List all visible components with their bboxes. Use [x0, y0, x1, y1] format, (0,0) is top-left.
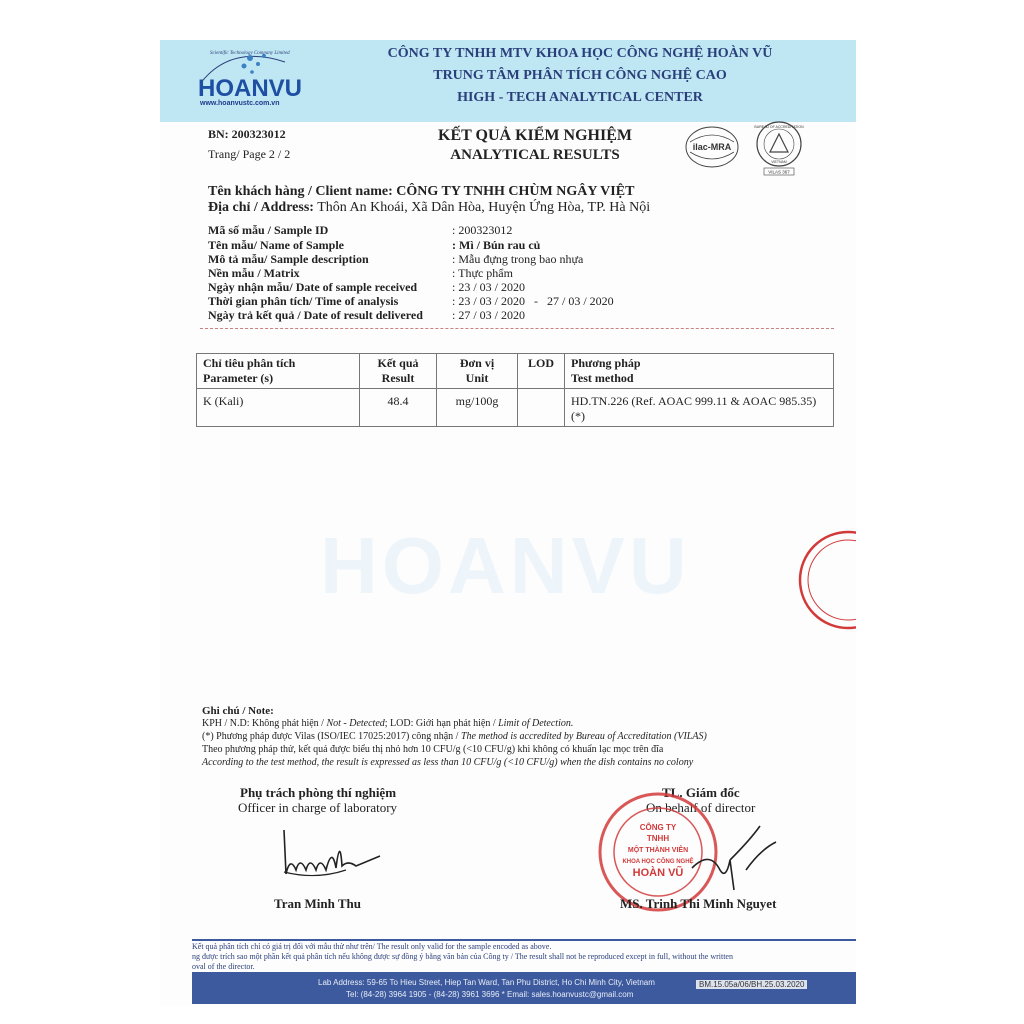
header-text-en: Test method	[571, 371, 634, 385]
note-text: ; LOD: Giới hạn phát hiện /	[384, 718, 499, 729]
left-signature	[276, 826, 386, 886]
results-table	[196, 353, 834, 427]
note-line: Theo phương pháp thử, kết quả được biểu thị nhỏ hơn 10 CFU/g (<10 CFU/g) khi không có khuẩn lạc mọc trên đĩa	[202, 744, 664, 755]
center-name-vi: TRUNG TÂM PHÂN TÍCH CÔNG NGHỆ CAO	[433, 68, 727, 83]
header-unit	[437, 354, 518, 389]
header-text-vi: LOD	[527, 356, 554, 370]
cell-unit: mg/100g	[437, 389, 518, 427]
lab-contact: Tel: (84-28) 3964 1905 - (84-28) 3961 3696 * Email: sales.hoanvustc@gmail.com	[346, 990, 634, 999]
note-text-en: Not - Detected	[326, 718, 385, 729]
seal-line: MỘT THÀNH VIÊN	[627, 847, 689, 854]
header-result	[360, 354, 437, 389]
header-text-vi: Kết quả	[377, 356, 419, 370]
header-text-vi: Chỉ tiêu phân tích	[203, 356, 296, 370]
sample-value: : 23 / 03 / 2020	[452, 280, 526, 294]
client-address-value: Thôn An Khoái, Xã Dân Hòa, Huyện Ứng Hòa, TP. Hà Nội	[317, 200, 651, 215]
right-signer-title-vi: TL. Giám đốc	[662, 785, 740, 800]
right-signature	[690, 820, 780, 900]
header-text-vi: Đơn vị	[459, 356, 495, 370]
sample-label: Ngày trả kết quả / Date of result delivered	[208, 308, 423, 322]
sample-value: : Mẫu đựng trong bao nhựa	[452, 252, 584, 266]
header-text-en: Parameter (s)	[203, 371, 274, 385]
edge-stamp-partial	[786, 528, 856, 632]
right-signer-name: MS. Trinh Thi Minh Nguyet	[620, 896, 777, 911]
batch-number: BN: 200323012	[208, 127, 286, 141]
method-note: (*)	[571, 409, 585, 423]
note-line: According to the test method, the result is expressed as less than 10 CFU/g (<10 CFU/g) when the dish contains no colony	[202, 757, 694, 768]
left-signer-name: Tran Minh Thu	[274, 896, 361, 911]
vilas-number: VILAS 367	[768, 169, 790, 175]
form-code: BM.15.05a/06/BH.25.03.2020	[696, 980, 807, 989]
sample-value: : 200323012	[452, 223, 513, 237]
sample-label: Nền mẫu / Matrix	[208, 266, 300, 280]
note-line	[202, 718, 573, 729]
note-text-en: Limit of Detection.	[498, 718, 574, 729]
sample-label: Thời gian phân tích/ Time of analysis	[208, 294, 399, 308]
lab-address: Lab Address: 59-65 To Hieu Street, Hiep Tan Ward, Tan Phu District, Ho Chi Minh City, Vietnam	[318, 978, 655, 987]
header-method	[565, 354, 834, 389]
note-text: (*) Phương pháp được Vilas (ISO/IEC 17025:2017) công nhận /	[202, 731, 461, 742]
client-name-value: CÔNG TY TNHH CHÙM NGÂY VIỆT	[396, 184, 635, 199]
left-signer-title-vi: Phụ trách phòng thí nghiệm	[240, 785, 397, 800]
cell-method	[565, 389, 834, 427]
sample-value: : 23 / 03 / 2020 - 27 / 03 / 2020	[452, 294, 614, 308]
note-title: Ghi chú / Note:	[202, 705, 274, 717]
footer-disclaimer: Kết quả phân tích chỉ có giá trị đối với mẫu thử như trên/ The result only valid for the sample encoded as above.	[192, 942, 552, 951]
header-text-en: Unit	[465, 371, 489, 385]
client-name-label: Tên khách hàng / Client name:	[208, 184, 393, 199]
seal-line: CÔNG TY	[639, 823, 677, 832]
title-en: ANALYTICAL RESULTS	[450, 147, 620, 163]
footer-disclaimer: ng được trích sao một phần kết quả phân tích nếu không được sự đồng ý bằng văn bản của Công ty / The result shall not be reproduced except in full, without the written	[192, 952, 733, 961]
sample-value: : Mì / Bún rau củ	[452, 238, 541, 252]
footer-band	[192, 972, 856, 1004]
left-signer-title-en: Officer in charge of laboratory	[238, 800, 398, 815]
sample-label: Mã số mẫu / Sample ID	[208, 223, 329, 237]
page-number: Trang/ Page 2 / 2	[208, 147, 291, 161]
sample-value: : 27 / 03 / 2020	[452, 308, 526, 322]
boa-text: BUREAU OF ACCREDITATION	[754, 125, 804, 129]
cell-parameter: K (Kali)	[197, 389, 360, 427]
note-text: KPH / N.D: Không phát hiện /	[202, 718, 327, 729]
company-name: CÔNG TY TNHH MTV KHOA HỌC CÔNG NGHỆ HOÀN VŨ	[387, 46, 773, 61]
client-address-row	[208, 200, 650, 216]
seal-line: TNHH	[646, 834, 670, 843]
header-text-vi: Phương pháp	[571, 356, 641, 370]
sample-label: Tên mẫu/ Name of Sample	[208, 238, 344, 252]
right-signer-title-en: On behalf of director	[646, 800, 756, 815]
ilac-mra-logo	[684, 124, 740, 170]
table-header-row	[197, 354, 834, 389]
footer-divider	[192, 939, 856, 941]
client-name-row	[208, 184, 634, 200]
logo-arc-text: Scientific Technology Company Limited	[210, 51, 290, 56]
cell-lod	[518, 389, 565, 427]
title-vi: KẾT QUẢ KIỂM NGHIỆM	[438, 127, 632, 144]
vietnam-text: VIETNAM	[771, 160, 787, 164]
company-logo	[190, 44, 310, 120]
seal-line: KHOA HỌC CÔNG NGHỆ	[622, 859, 694, 865]
header-parameter	[197, 354, 360, 389]
cell-result: 48.4	[360, 389, 437, 427]
header-lod	[518, 354, 565, 389]
note-line	[202, 731, 707, 742]
watermark: HOANVU	[320, 521, 691, 610]
center-name-en: HIGH - TECH ANALYTICAL CENTER	[457, 90, 703, 105]
logo-website: www.hoanvustc.com.vn	[200, 100, 280, 107]
ilac-mra-text: ilac-MRA	[692, 142, 732, 152]
seal-line: HOÀN VŨ	[632, 867, 684, 879]
divider	[200, 328, 834, 329]
footer-disclaimer: oval of the director.	[192, 962, 255, 971]
client-address-label: Địa chỉ / Address:	[208, 200, 314, 215]
sample-label: Mô tả mẫu/ Sample description	[208, 252, 369, 266]
sample-label: Ngày nhận mẫu/ Date of sample received	[208, 280, 418, 294]
header-text-en: Result	[381, 371, 415, 385]
note-text-en: The method is accredited by Bureau of Accreditation (VILAS)	[460, 731, 707, 742]
method-text: HD.TN.226 (Ref. AOAC 999.11 & AOAC 985.35)	[571, 394, 817, 408]
boa-vilas-logo	[748, 120, 810, 176]
sample-value: : Thực phẩm	[452, 266, 513, 280]
logo-wordmark: HOANVU	[198, 75, 303, 102]
table-row	[197, 389, 834, 427]
